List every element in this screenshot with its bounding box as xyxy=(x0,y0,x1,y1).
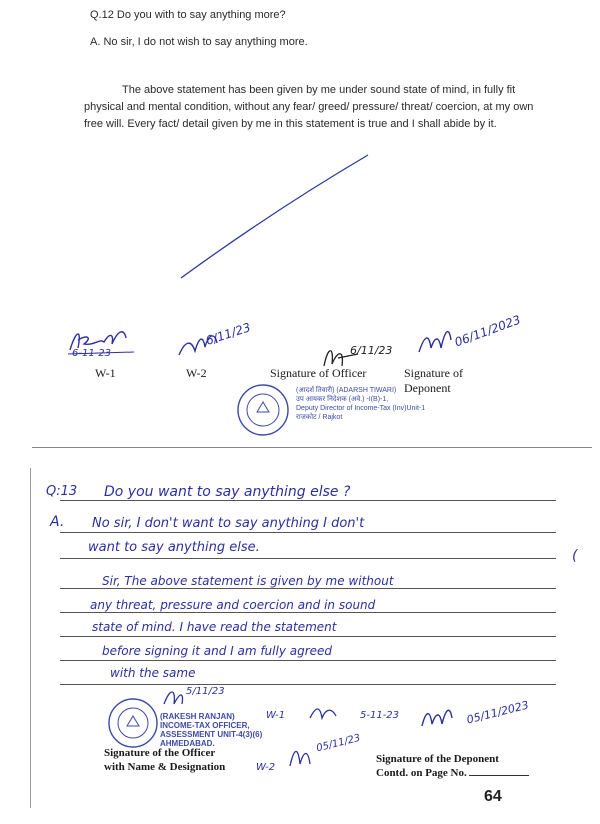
answer-12: A. No sir, I do not wish to say anything more. xyxy=(90,36,308,48)
caption-line xyxy=(376,766,529,780)
bottom-witness1-signature xyxy=(306,704,346,724)
ruled-line xyxy=(60,500,556,501)
statement-line-4: before signing it and I am fully agreed xyxy=(102,644,333,658)
ito-signature xyxy=(160,684,240,710)
contd-on-page-label: Contd. on Page No. xyxy=(376,767,467,779)
paren-mark: ( xyxy=(572,548,578,564)
ruled-line xyxy=(60,532,556,533)
ruled-line xyxy=(60,636,556,637)
section-divider xyxy=(32,447,592,448)
ito-seal xyxy=(106,696,160,750)
statement-line-2: any threat, pressure and coercion and in sound xyxy=(90,598,376,612)
caption-line: with Name & Designation xyxy=(104,761,226,773)
witness2-signature xyxy=(175,320,265,365)
bottom-deponent-signature xyxy=(418,690,558,734)
deponent-signature xyxy=(415,312,525,362)
witness2-signature-date: 6/11/23 xyxy=(203,320,253,348)
stamp-line: AHMEDABAD. xyxy=(160,739,215,748)
witness1-label: W-1 xyxy=(95,366,116,380)
answer-13-label: A. xyxy=(50,514,65,530)
declaration-statement: The above statement has been given by me under sound state of mind, in fully fit physical and mental condition, without any fear/ greed/ pressure/ threat/ coercion, at my own free will. Every fact/ detail given by me in this statement is true and I shall abide by it. xyxy=(84,84,534,130)
question-13-text: Do you want to say anything else ? xyxy=(104,484,351,500)
bottom-witness2-label: W-2 xyxy=(256,762,276,773)
question-13-label: Q:13 xyxy=(46,484,78,499)
ito-signature-date: 5/11/23 xyxy=(186,686,225,697)
cancellation-stroke xyxy=(0,130,600,430)
officer-signature-date: 6/11/23 xyxy=(350,344,393,357)
stamp-line: ASSESSMENT UNIT-4(3)(6) xyxy=(160,730,263,739)
witness2-label: W-2 xyxy=(186,366,207,380)
officer-seal xyxy=(235,382,291,438)
witness1-signature-date: 6-11-23 xyxy=(72,348,112,359)
deponent-signature-caption xyxy=(376,752,529,780)
officer-signature-caption xyxy=(104,746,225,774)
ruled-line xyxy=(60,660,556,661)
ruled-line xyxy=(60,684,556,685)
bottom-witness2-date: 05/11/23 xyxy=(315,732,362,755)
statement-line-5: with the same xyxy=(110,666,196,680)
ruled-line xyxy=(60,612,556,613)
bottom-witness1-label: W-1 xyxy=(266,710,286,721)
signature-scribble-icon xyxy=(306,704,346,724)
officer-signature-label: Signature of Officer xyxy=(270,366,367,380)
stamp-line: Deputy Director of Income-Tax (Inv)Unit-1 xyxy=(296,405,426,412)
contd-page-blank xyxy=(469,775,529,776)
caption-line: Signature of the Deponent xyxy=(376,753,499,765)
witness1-signature xyxy=(64,320,144,364)
official-seal-icon xyxy=(235,382,291,438)
bottom-witness2-signature xyxy=(286,732,376,772)
bottom-deponent-signature-date: 05/11/2023 xyxy=(465,698,531,727)
deponent-signature-label: Signature of Deponent xyxy=(404,366,463,395)
question-12: Q.12 Do you with to say anything more? xyxy=(90,9,286,21)
page-number: 64 xyxy=(484,788,502,805)
stamp-line: राजकोट / Rajkot xyxy=(296,414,343,421)
ito-stamp-text xyxy=(160,712,280,748)
stamp-line: (RAKESH RANJAN) xyxy=(160,712,235,721)
answer-13-line-2: want to say anything else. xyxy=(88,540,260,555)
caption-line: Signature of the Officer xyxy=(104,747,216,759)
ruled-line xyxy=(60,588,556,589)
official-seal-icon xyxy=(106,696,160,750)
stamp-line: (आदर्श तिवारी) (ADARSH TIWARI) xyxy=(296,387,397,394)
bottom-witness1-date: 5-11-23 xyxy=(360,710,400,721)
handwritten-sheet-border xyxy=(30,468,31,808)
answer-13-line-1: No sir, I don't want to say anything I don't xyxy=(92,516,365,531)
statement-line-3: state of mind. I have read the statement xyxy=(92,620,337,634)
stamp-line: INCOME-TAX OFFICER, xyxy=(160,721,250,730)
statement-line-1: Sir, The above statement is given by me without xyxy=(102,574,394,588)
stamp-line: उप आयकर निदेशक (अवे.) -I(B)-1, xyxy=(296,396,389,403)
deponent-signature-date: 06/11/2023 xyxy=(452,312,523,350)
ruled-line xyxy=(60,558,556,559)
officer-stamp-text xyxy=(296,386,426,422)
